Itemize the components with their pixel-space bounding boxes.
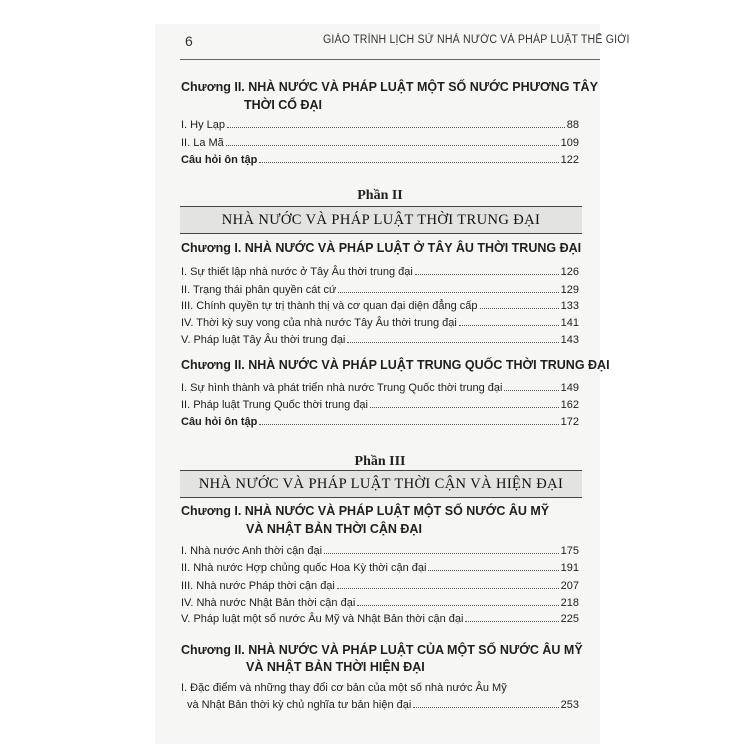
page-header (155, 24, 630, 62)
leader-dots (465, 621, 558, 622)
toc-entry-page: 133 (560, 300, 579, 312)
toc-entry-label: Câu hỏi ôn tập (181, 416, 258, 428)
toc-entry-label-cont: và Nhật Bản thời kỳ chủ nghĩa tư bản hiện đại (187, 699, 412, 711)
toc-entry-page: 175 (560, 545, 579, 557)
toc-entry-page: 218 (560, 597, 579, 609)
toc-entry-label: III. Nhà nước Pháp thời cận đại (181, 580, 335, 592)
toc-entry-page: 162 (560, 399, 579, 411)
leader-dots (413, 707, 558, 708)
chapter-title: Chương I. NHÀ NƯỚC VÀ PHÁP LUẬT Ở TÂY ÂU THỜI TRUNG ĐẠI (181, 241, 582, 255)
chapter-title: Chương I. NHÀ NƯỚC VÀ PHÁP LUẬT MỘT SỐ NƯỚC ÂU MỸ (181, 504, 550, 518)
toc-entry-label: V. Pháp luật một số nước Âu Mỹ và Nhật Bản thời cận đại (181, 613, 464, 625)
leader-dots (428, 570, 558, 571)
toc-entry[interactable] (181, 150, 579, 166)
toc-entry[interactable] (181, 115, 579, 131)
toc-entry-page: 207 (560, 580, 579, 592)
chapter-title-cont: THỜI CỔ ĐẠI (244, 98, 323, 112)
leader-dots (347, 342, 558, 343)
toc-entry-page: 253 (560, 699, 579, 711)
toc-entry[interactable] (181, 378, 579, 394)
toc-entry-label: IV. Nhà nước Nhật Bản thời cận đại (181, 597, 356, 609)
leader-dots (259, 424, 558, 425)
toc-entry-page: 88 (566, 119, 579, 131)
leader-dots (259, 162, 558, 163)
part-title (180, 206, 582, 234)
toc-entry[interactable] (181, 395, 579, 411)
toc-entry[interactable] (181, 296, 579, 312)
part-title-text: NHÀ NƯỚC VÀ PHÁP LUẬT THỜI TRUNG ĐẠI (221, 211, 541, 228)
toc-entry-label: II. Pháp luật Trung Quốc thời trung đại (181, 399, 368, 411)
leader-dots (227, 127, 565, 128)
running-title: GIÁO TRÌNH LỊCH SỬ NHÀ NƯỚC VÀ PHÁP LUẬT THẾ GIỚI (323, 34, 630, 46)
chapter-title: Chương II. NHÀ NƯỚC VÀ PHÁP LUẬT TRUNG QUỐC THỜI TRUNG ĐẠI (181, 358, 610, 372)
toc-entry-page: 141 (560, 317, 579, 329)
toc-entry[interactable] (181, 609, 579, 625)
toc-entry[interactable] (181, 262, 579, 278)
toc-entry-line1[interactable] (181, 678, 579, 694)
part-label: Phần II (357, 188, 403, 203)
toc-entry-label: I. Sự thiết lập nhà nước ở Tây Âu thời trung đại (181, 266, 413, 278)
toc-entry-label: IV. Thời kỳ suy vong của nhà nước Tây Âu thời trung đại (181, 317, 457, 329)
chapter-title-cont: VÀ NHẬT BẢN THỜI HIỆN ĐẠI (246, 660, 425, 674)
toc-entry-page: 126 (560, 266, 579, 278)
toc-entry[interactable] (181, 593, 579, 609)
part-label: Phần III (354, 454, 406, 469)
page-number: 6 (185, 33, 193, 49)
leader-dots (226, 145, 559, 146)
leader-dots (415, 274, 559, 275)
toc-entry-page: 191 (560, 562, 579, 574)
header-rule (180, 59, 600, 60)
leader-dots (480, 308, 559, 309)
toc-entry[interactable] (181, 576, 579, 592)
part-title (180, 470, 582, 498)
toc-entry-label: II. Nhà nước Hợp chủng quốc Hoa Kỳ thời cận đại (181, 562, 427, 574)
toc-entry-label: II. Trạng thái phân quyền cát cứ (181, 284, 337, 296)
toc-entry-label: I. Nhà nước Anh thời cận đại (181, 545, 323, 557)
toc-entry[interactable] (181, 313, 579, 329)
chapter-title: Chương II. NHÀ NƯỚC VÀ PHÁP LUẬT MỘT SỐ NƯỚC PHƯƠNG TÂY (181, 80, 598, 94)
toc-entry-page: 149 (560, 382, 579, 394)
toc-entry[interactable] (181, 133, 579, 149)
toc-entry[interactable] (181, 558, 579, 574)
toc-entry[interactable] (181, 695, 579, 711)
toc-entry-page: 129 (560, 284, 579, 296)
toc-entry-label: I. Đặc điểm và những thay đổi cơ bản của một số nhà nước Âu Mỹ (181, 682, 507, 694)
toc-entry-page: 143 (560, 334, 579, 346)
leader-dots (357, 605, 558, 606)
leader-dots (370, 407, 559, 408)
leader-dots (459, 325, 559, 326)
toc-entry-label: Câu hỏi ôn tập (181, 154, 258, 166)
toc-entry[interactable] (181, 280, 579, 296)
chapter-title: Chương II. NHÀ NƯỚC VÀ PHÁP LUẬT CỦA MỘT SỐ NƯỚC ÂU MỸ (181, 643, 583, 657)
toc-entry[interactable] (181, 412, 579, 428)
part-title-text: NHÀ NƯỚC VÀ PHÁP LUẬT THỜI CẬN VÀ HIỆN ĐẠI (198, 475, 564, 492)
toc-entry-page: 225 (560, 613, 579, 625)
toc-entry-label: III. Chính quyền tự trị thành thị và cơ quan đại diện đẳng cấp (181, 300, 478, 312)
toc-entry-label: I. Sự hình thành và phát triển nhà nước Trung Quốc thời trung đại (181, 382, 503, 394)
toc-entry-label: II. La Mã (181, 137, 224, 149)
toc-entry-label: V. Pháp luật Tây Âu thời trung đại (181, 334, 346, 346)
toc-entry-page: 122 (560, 154, 579, 166)
leader-dots (504, 390, 558, 391)
toc-entry-label: I. Hy Lạp (181, 119, 226, 131)
leader-dots (337, 588, 559, 589)
toc-entry[interactable] (181, 330, 579, 346)
toc-entry-page: 172 (560, 416, 579, 428)
toc-entry[interactable] (181, 541, 579, 557)
leader-dots (338, 292, 558, 293)
chapter-title-cont: VÀ NHẬT BẢN THỜI CẬN ĐẠI (246, 522, 422, 536)
leader-dots (324, 553, 559, 554)
toc-entry-page: 109 (560, 137, 579, 149)
